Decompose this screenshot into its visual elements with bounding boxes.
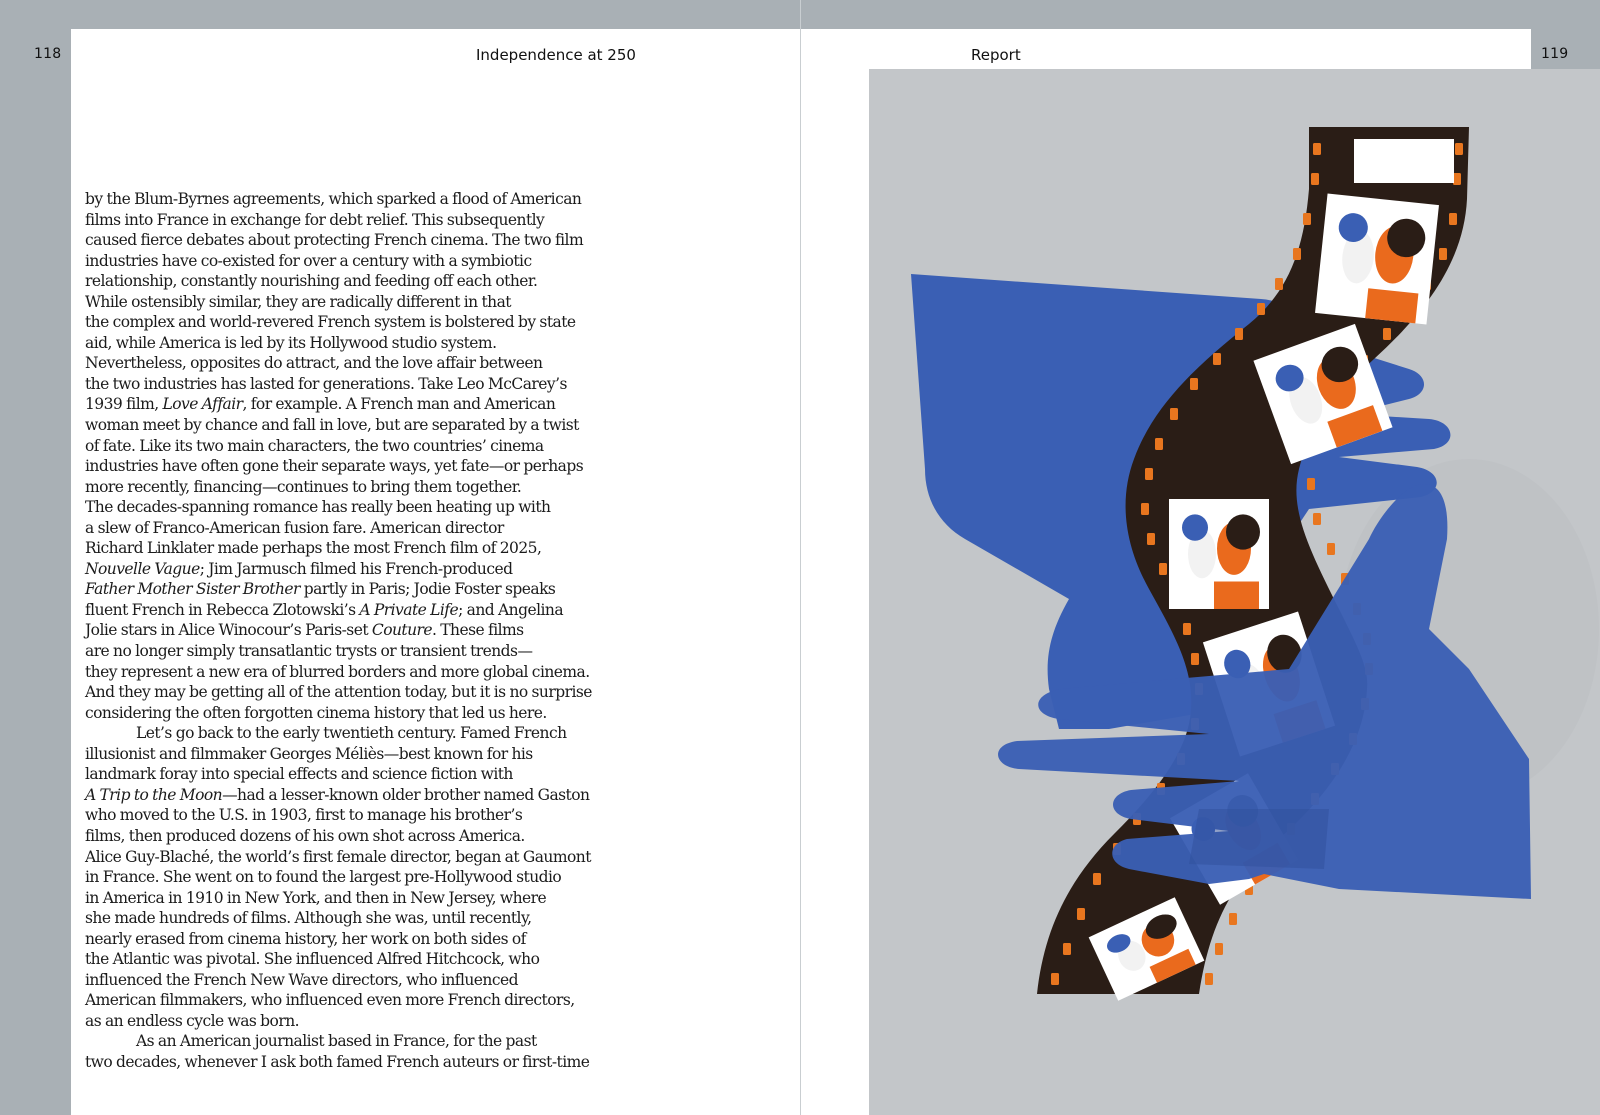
body-text-line <box>85 929 645 950</box>
text-run: aid, while America is led by its Hollywood studio system. <box>85 333 497 352</box>
body-text-line <box>85 477 645 498</box>
body-text-line <box>85 600 645 621</box>
text-run: ; and Angelina <box>458 600 564 619</box>
body-text-line <box>85 847 645 868</box>
film-frame <box>1354 139 1454 183</box>
sprocket-hole <box>1183 623 1191 635</box>
body-text-line <box>85 682 645 703</box>
text-run: relationship, constantly nourishing and feeding off each other. <box>85 272 538 291</box>
body-text-line <box>85 1011 645 1032</box>
film-frame <box>1169 499 1269 609</box>
body-text-line <box>85 456 645 477</box>
body-text-line <box>85 764 645 785</box>
text-run: illusionist and filmmaker Georges Méliès—best known for his <box>85 744 533 763</box>
body-text-line <box>85 1052 645 1073</box>
sprocket-hole <box>1229 913 1237 925</box>
text-run: Alice Guy-Blaché, the world’s first female director, began at Gaumont <box>85 847 591 866</box>
body-text-line <box>85 394 645 415</box>
body-text-line <box>85 230 645 251</box>
body-text-line <box>85 908 645 929</box>
body-text-line <box>85 292 645 313</box>
sprocket-hole <box>1313 513 1321 525</box>
text-run: While ostensibly similar, they are radically different in that <box>85 292 511 311</box>
body-text-line <box>85 990 645 1011</box>
body-text-line <box>85 805 645 826</box>
sprocket-hole <box>1213 353 1221 365</box>
page-number-right: 119 <box>1541 46 1569 62</box>
text-run: Richard Linklater made perhaps the most French film of 2025, <box>85 539 542 558</box>
sprocket-hole <box>1205 973 1213 985</box>
sprocket-hole <box>1215 943 1223 955</box>
text-run: nearly erased from cinema history, her work on both sides of <box>85 929 526 948</box>
sprocket-hole <box>1307 478 1315 490</box>
text-run: films into France in exchange for debt relief. This subsequently <box>85 210 545 229</box>
body-text-line <box>85 867 645 888</box>
body-text-line <box>85 723 645 744</box>
text-run: industries have co-existed for over a century with a symbiotic <box>85 251 532 270</box>
body-text-line <box>85 1031 645 1052</box>
text-run: . These films <box>432 621 524 640</box>
text-run: she made hundreds of films. Although she was, until recently, <box>85 909 532 928</box>
text-run: as an endless cycle was born. <box>85 1011 300 1030</box>
text-run: influenced the French New Wave directors, who influenced <box>85 970 518 989</box>
sprocket-hole <box>1235 328 1243 340</box>
text-run: woman meet by chance and fall in love, but are separated by a twist <box>85 416 579 435</box>
text-run: of fate. Like its two main characters, the two countries’ cinema <box>85 436 544 455</box>
body-text-line <box>85 888 645 909</box>
text-run: considering the often forgotten cinema history that led us here. <box>85 703 547 722</box>
text-run: 1939 film, <box>85 395 163 414</box>
sprocket-hole <box>1449 213 1457 225</box>
text-run: by the Blum-Byrnes agreements, which sparked a flood of American <box>85 190 582 208</box>
text-run: landmark foray into special effects and science fiction with <box>85 765 513 784</box>
body-text-line <box>85 374 645 395</box>
sprocket-hole <box>1327 543 1335 555</box>
body-text-line <box>85 826 645 847</box>
body-text-line <box>85 497 645 518</box>
sprocket-hole <box>1313 143 1321 155</box>
text-run: ; Jim Jarmusch filmed his French-produced <box>199 559 513 578</box>
body-text-line <box>85 210 645 231</box>
body-text-line <box>85 271 645 292</box>
text-run: two decades, whenever I ask both famed French auteurs or first-time <box>85 1052 590 1071</box>
sprocket-hole <box>1311 173 1319 185</box>
body-text-line <box>85 620 645 641</box>
sprocket-hole <box>1455 143 1463 155</box>
text-run: And they may be getting all of the attention today, but it is no surprise <box>85 683 592 702</box>
film-title-italic: Couture <box>371 621 433 640</box>
body-text-line <box>85 353 645 374</box>
film-title-italic: Love Affair <box>162 395 243 414</box>
sprocket-hole <box>1159 563 1167 575</box>
body-text-line <box>85 538 645 559</box>
body-text-line <box>85 251 645 272</box>
body-text-line <box>85 559 645 580</box>
text-run: in America in 1910 in New York, and then in New Jersey, where <box>85 888 547 907</box>
text-run: who moved to the U.S. in 1903, first to manage his brother’s <box>85 806 523 825</box>
running-head-left: Independence at 250 <box>476 46 636 64</box>
text-run: industries have often gone their separate ways, yet fate—or perhaps <box>85 457 584 476</box>
text-run: a slew of Franco-American fusion fare. American director <box>85 518 504 537</box>
sprocket-hole <box>1141 503 1149 515</box>
sprocket-hole <box>1077 908 1085 920</box>
text-run: American filmmakers, who influenced even more French directors, <box>85 991 575 1010</box>
spine-gutter <box>800 0 801 1115</box>
body-text-line <box>85 415 645 436</box>
sprocket-hole <box>1293 248 1301 260</box>
sprocket-hole <box>1147 533 1155 545</box>
body-text-line <box>85 579 645 600</box>
text-run: the two industries has lasted for generations. Take Leo McCarey’s <box>85 374 567 393</box>
body-text-line <box>85 312 645 333</box>
film-title-italic: A Trip to the Moon <box>85 785 223 804</box>
text-run: As an American journalist based in France, for the past <box>136 1032 537 1051</box>
film-title-italic: A Private Life <box>359 600 459 619</box>
body-text-line <box>85 333 645 354</box>
text-run: Jolie stars in Alice Winocour’s Paris-set <box>85 621 372 640</box>
sprocket-hole <box>1145 468 1153 480</box>
body-text-line <box>85 785 645 806</box>
sprocket-hole <box>1063 943 1071 955</box>
body-text-line <box>85 436 645 457</box>
text-run: fluent French in Rebecca Zlotowski’s <box>85 600 360 619</box>
text-run: films, then produced dozens of his own shot across America. <box>85 826 525 845</box>
running-head-right: Report <box>971 46 1021 64</box>
sprocket-hole <box>1383 328 1391 340</box>
body-text-line <box>85 189 645 210</box>
text-run: more recently, financing—continues to bring them together. <box>85 477 522 496</box>
page-number-left: 118 <box>34 46 62 62</box>
text-run: are no longer simply transatlantic trysts or transient trends— <box>85 642 533 661</box>
body-text-line <box>85 744 645 765</box>
sprocket-hole <box>1257 303 1265 315</box>
body-text-line <box>85 703 645 724</box>
text-run: the Atlantic was pivotal. She influenced Alfred Hitchcock, who <box>85 950 540 969</box>
body-text-line <box>85 518 645 539</box>
sprocket-hole <box>1190 378 1198 390</box>
film-title-italic: Nouvelle Vague <box>85 559 200 578</box>
hand-shadow <box>1189 809 1329 869</box>
text-run: —had a lesser-known older brother named Gaston <box>222 785 590 804</box>
text-run: caused fierce debates about protecting French cinema. The two film <box>85 231 584 250</box>
sprocket-hole <box>1303 213 1311 225</box>
body-text-line <box>85 641 645 662</box>
sprocket-hole <box>1453 173 1461 185</box>
text-run: Let’s go back to the early twentieth century. Famed French <box>136 724 567 743</box>
text-run: they represent a new era of blurred borders and more global cinema. <box>85 662 590 681</box>
text-run: partly in Paris; Jodie Foster speaks <box>299 580 556 599</box>
sprocket-hole <box>1191 653 1199 665</box>
body-text-line <box>85 949 645 970</box>
text-run: The decades-spanning romance has really been heating up with <box>85 498 551 517</box>
sprocket-hole <box>1051 973 1059 985</box>
sprocket-hole <box>1275 278 1283 290</box>
body-text-line <box>85 662 645 683</box>
film-frame <box>1315 193 1439 324</box>
article-body-text <box>85 189 645 1073</box>
sprocket-hole <box>1439 248 1447 260</box>
sprocket-hole <box>1170 408 1178 420</box>
film-strip-hands-illustration <box>869 69 1600 1115</box>
sprocket-hole <box>1155 438 1163 450</box>
body-text-line <box>85 970 645 991</box>
text-run: in France. She went on to found the largest pre-Hollywood studio <box>85 868 562 887</box>
sprocket-hole <box>1093 873 1101 885</box>
film-title-italic: Father Mother Sister Brother <box>85 580 300 599</box>
text-run: Nevertheless, opposites do attract, and the love affair between <box>85 354 543 373</box>
text-run: , for example. A French man and American <box>242 395 556 414</box>
text-run: the complex and world-revered French system is bolstered by state <box>85 313 576 332</box>
